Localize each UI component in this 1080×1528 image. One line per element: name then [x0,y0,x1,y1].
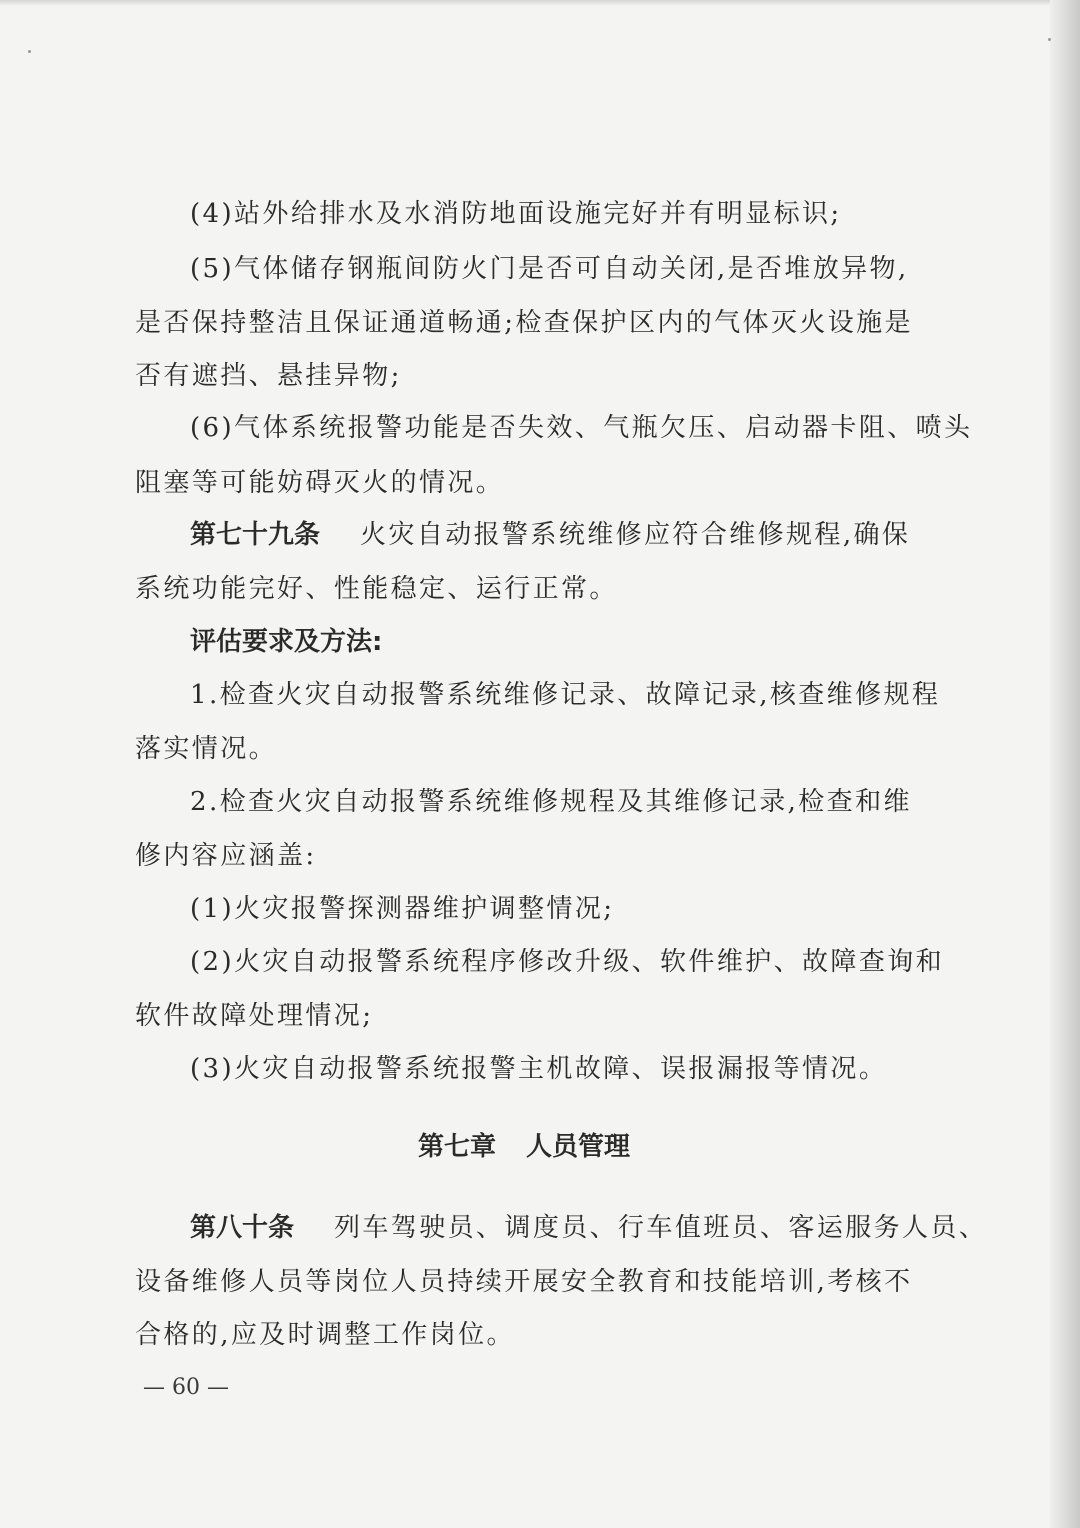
text-line: (2)火灾自动报警系统程序修改升级、软件维护、故障查询和 [190,947,945,977]
text-line: 列车驾驶员、调度员、行车值班员、客运服务人员、 [334,1213,988,1243]
text-line: 2.检查火灾自动报警系统维修规程及其维修记录,检查和维 [190,787,912,817]
text-line: (1)火灾报警探测器维护调整情况; [190,894,615,924]
scan-speck [1048,38,1051,41]
page-number: — 60 — [143,1375,229,1400]
text-line: 阻塞等可能妨碍灭火的情况。 [135,468,505,498]
text-line: (3)火灾自动报警系统报警主机故障、误报漏报等情况。 [190,1054,888,1084]
text-line: 软件故障处理情况; [135,1001,374,1031]
text-line: 1.检查火灾自动报警系统维修记录、故障记录,核查维修规程 [190,680,941,710]
article-79-line [190,519,910,551]
section-heading: 评估要求及方法: [190,627,383,657]
article-79-heading: 第七十九条 [190,520,321,550]
text-line: 设备维修人员等岗位人员持续开展安全教育和技能培训,考核不 [135,1267,913,1297]
article-80-heading: 第八十条 [190,1213,295,1243]
scan-speck [28,50,31,53]
text-line: (5)气体储存钢瓶间防火门是否可自动关闭,是否堆放异物, [190,254,909,284]
text-line: 是否保持整洁且保证通道畅通;检查保护区内的气体灭火设施是 [135,308,913,338]
text-line: 否有遮挡、悬挂异物; [135,361,402,391]
text-line: (6)气体系统报警功能是否失效、气瓶欠压、启动器卡阻、喷头 [190,413,973,443]
page-top-edge [0,0,1080,6]
article-80-line [190,1212,987,1244]
chapter-heading [418,1131,630,1163]
text-line: 修内容应涵盖: [135,841,317,871]
chapter-title: 人员管理 [526,1132,631,1162]
text-line: 火灾自动报警系统维修应符合维修规程,确保 [360,520,911,550]
text-line: 系统功能完好、性能稳定、运行正常。 [135,574,618,604]
text-line: 合格的,应及时调整工作岗位。 [135,1320,515,1350]
text-line: (4)站外给排水及水消防地面设施完好并有明显标识; [190,199,842,229]
page-right-edge [1050,0,1080,1528]
chapter-number: 第七章 [418,1132,497,1162]
text-line: 落实情况。 [135,734,278,764]
